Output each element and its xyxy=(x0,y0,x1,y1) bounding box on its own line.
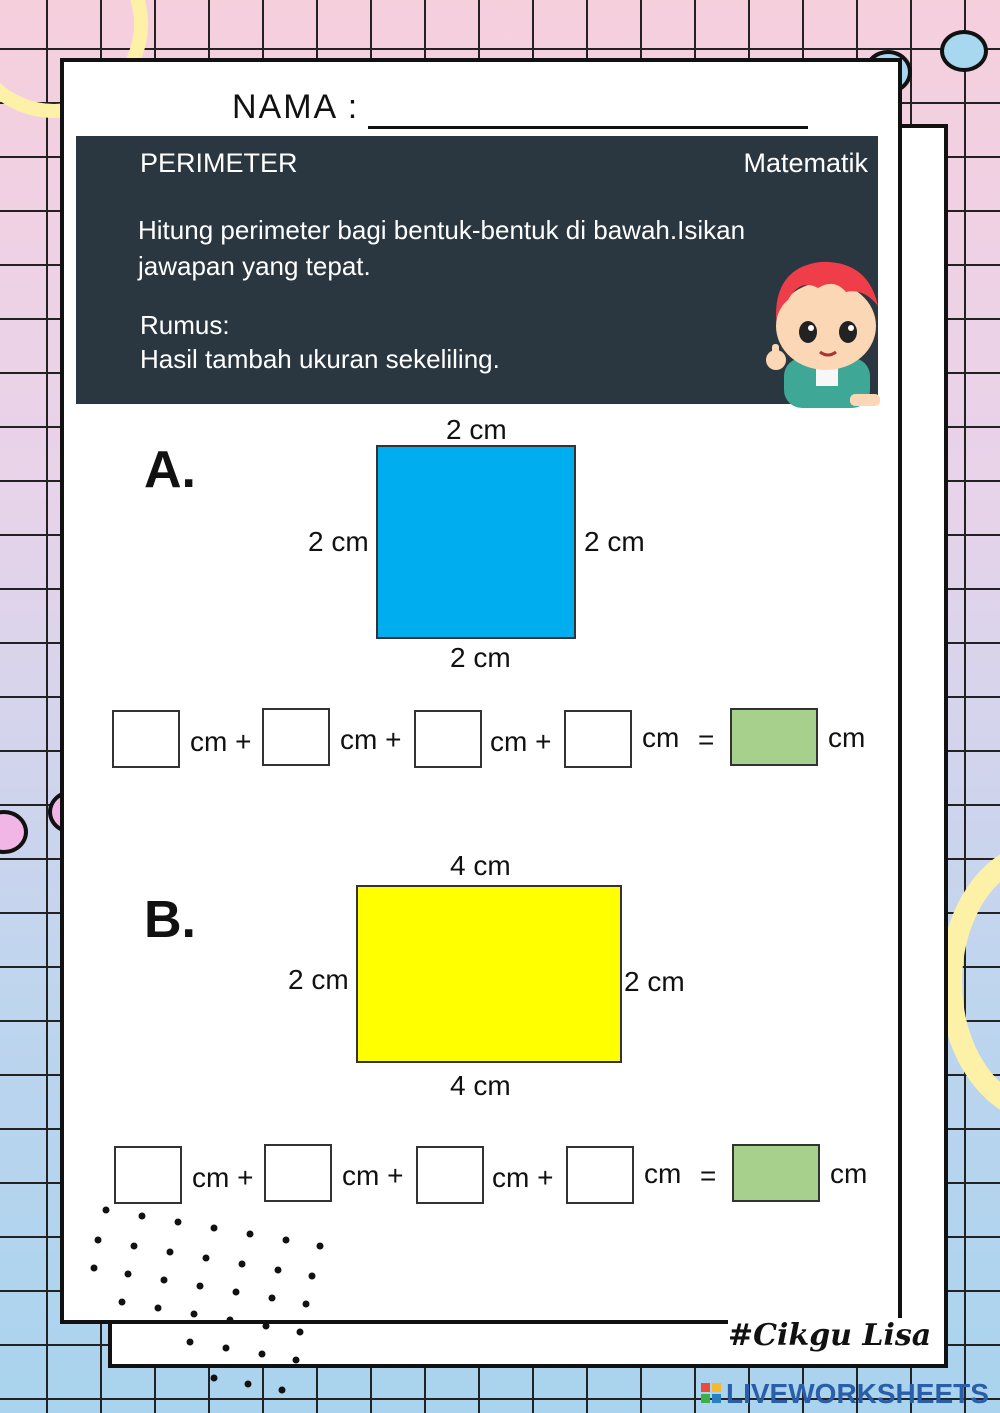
section-b-right-dim: 2 cm xyxy=(624,966,685,997)
cartoon-boy-icon xyxy=(760,248,890,408)
name-label: NAMA : xyxy=(232,88,360,126)
formula-text: Hasil tambah ukuran sekeliling. xyxy=(140,344,500,374)
instruction-header xyxy=(76,136,878,404)
section-b-bottom-dim: 4 cm xyxy=(450,1070,511,1101)
section-b-rectangle xyxy=(356,885,622,1063)
name-input-line[interactable] xyxy=(368,126,808,129)
section-a-right-dim: 2 cm xyxy=(584,526,645,557)
section-b-side-4-input[interactable] xyxy=(566,1146,634,1204)
section-a-side-1-input[interactable] xyxy=(112,710,180,768)
section-b-side-1-input[interactable] xyxy=(114,1146,182,1204)
section-b-unit-1: cm + xyxy=(192,1162,254,1193)
section-a-unit-1: cm + xyxy=(190,726,252,757)
section-b-unit-4: cm xyxy=(644,1158,682,1189)
section-a-answer-input[interactable] xyxy=(730,708,818,766)
subject-label: Matematik xyxy=(743,148,868,178)
section-b-label: B. xyxy=(144,891,196,949)
worksheet-title: PERIMETER xyxy=(140,148,298,178)
section-b-equals: = xyxy=(700,1160,717,1191)
section-b-unit-final: cm xyxy=(830,1158,868,1189)
section-a-side-2-input[interactable] xyxy=(262,708,330,766)
decor-circle-blue-1 xyxy=(940,30,988,72)
section-a-unit-final: cm xyxy=(828,722,866,753)
section-a-equals: = xyxy=(698,724,715,755)
section-a-side-3-input[interactable] xyxy=(414,710,482,768)
formula-title: Rumus: xyxy=(140,310,230,340)
section-a-bottom-dim: 2 cm xyxy=(450,642,511,673)
section-a-unit-3: cm + xyxy=(490,726,552,757)
decor-dots xyxy=(86,1200,336,1400)
section-b-left-dim: 2 cm xyxy=(288,964,349,995)
section-b-answer-input[interactable] xyxy=(732,1144,820,1202)
section-b-top-dim: 4 cm xyxy=(450,850,511,881)
instruction-text: Hitung perimeter bagi bentuk-bentuk di bawah.Isikan jawapan yang tepat. xyxy=(138,215,746,281)
section-a-side-4-input[interactable] xyxy=(564,710,632,768)
liveworksheets-logo-icon xyxy=(700,1381,722,1405)
section-a-top-dim: 2 cm xyxy=(446,414,507,445)
section-a-unit-2: cm + xyxy=(340,724,402,755)
section-a-unit-4: cm xyxy=(642,722,680,753)
section-b-unit-2: cm + xyxy=(342,1160,404,1191)
section-b-side-2-input[interactable] xyxy=(264,1144,332,1202)
section-b-unit-3: cm + xyxy=(492,1162,554,1193)
liveworksheets-brand xyxy=(726,1378,989,1410)
section-a-label: A. xyxy=(144,441,196,499)
section-b-side-3-input[interactable] xyxy=(416,1146,484,1204)
brand-text: LIVEWORKSHEETS xyxy=(726,1378,989,1409)
section-a-left-dim: 2 cm xyxy=(308,526,369,557)
section-a-square xyxy=(376,445,576,639)
credit-signature: #Cikgu Lisa xyxy=(728,1318,934,1358)
